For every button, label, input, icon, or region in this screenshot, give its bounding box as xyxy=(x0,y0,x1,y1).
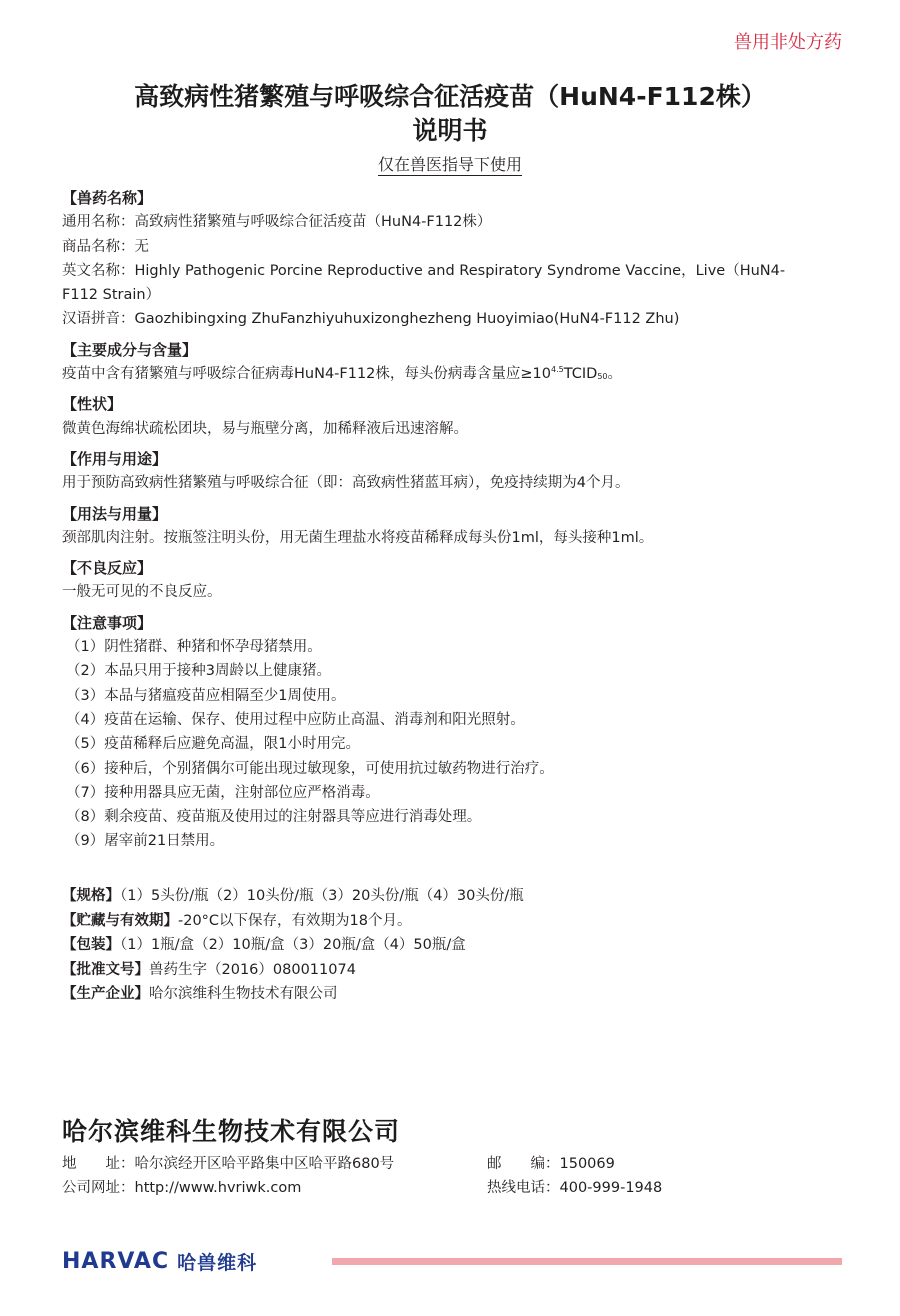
document-subtitle: 说明书 xyxy=(412,116,488,145)
usage-note-text: 仅在兽医指导下使用 xyxy=(377,155,522,174)
hotline-label: 热线电话： xyxy=(487,1180,560,1196)
spec-row-approval xyxy=(62,958,842,983)
section-heading-precautions: 【注意事项】 xyxy=(62,613,153,632)
adverse-text: 一般无可见的不良反应。 xyxy=(62,584,222,601)
list-item: （3）本品与猪瘟疫苗应相隔至少1周使用。 xyxy=(66,687,346,704)
spec-block xyxy=(62,884,842,1007)
logo-chinese: 哈兽维科 xyxy=(177,1251,258,1274)
english-name-line-2: F112 Strain） xyxy=(62,287,161,304)
spec-row-specification xyxy=(62,884,842,909)
list-item: （1）阴性猪群、种猪和怀孕母猪禁用。 xyxy=(66,639,322,656)
spec-row-storage xyxy=(62,909,842,934)
ingredients-text-c: 。 xyxy=(607,366,623,383)
harvac-logo xyxy=(62,1249,257,1273)
otc-badge: 兽用非处方药 xyxy=(734,32,842,53)
document-title: 高致病性猪繁殖与呼吸综合征活疫苗（HuN4-F112株） xyxy=(134,82,766,111)
trade-name: 商品名称：无 xyxy=(62,238,149,255)
hotline-value: 400-999-1948 xyxy=(559,1180,663,1196)
usage-note xyxy=(0,152,900,175)
ingredients-text-a: 疫苗中含有猪繁殖与呼吸综合征病毒HuN4-F112株，每头份病毒含量应≥10 xyxy=(62,366,552,383)
spec-value: 哈尔滨维科生物技术有限公司 xyxy=(149,986,338,1002)
spec-key: 【规格】 xyxy=(62,888,120,904)
website-row xyxy=(62,1176,394,1200)
generic-name: 通用名称：高致病性猪繁殖与呼吸综合征活疫苗（HuN4-F112株） xyxy=(62,214,492,231)
ingredients-exponent: 4.5 xyxy=(551,365,564,375)
list-item: （8）剩余疫苗、疫苗瓶及使用过的注射器具等应进行消毒处理。 xyxy=(66,809,482,826)
address-label: 地 址： xyxy=(62,1156,135,1172)
postcode-row xyxy=(487,1152,662,1176)
list-item: （9）屠宰前21日禁用。 xyxy=(66,833,225,850)
spec-value: 兽药生字（2016）080011074 xyxy=(149,961,356,978)
list-item: （7）接种用器具应无菌，注射部位应严格消毒。 xyxy=(66,784,380,801)
logo-english: HARVAC xyxy=(62,1248,170,1274)
contact-right xyxy=(487,1152,662,1200)
section-heading-function: 【作用与用途】 xyxy=(62,449,168,468)
list-item: （6）接种后，个别猪偶尔可能出现过敏现象，可使用抗过敏药物进行治疗。 xyxy=(66,760,554,777)
spec-value: （1）5头份/瓶（2）10头份/瓶（3）20头份/瓶（4）30头份/瓶 xyxy=(120,888,524,904)
address-row xyxy=(62,1152,394,1176)
spec-key: 【生产企业】 xyxy=(62,986,149,1002)
ingredients-text-b: TCID xyxy=(563,366,598,383)
spec-value: -20°C以下保存，有效期为18个月。 xyxy=(178,912,412,929)
section-heading-adverse: 【不良反应】 xyxy=(62,559,153,578)
ingredients-text xyxy=(62,362,842,386)
website-link[interactable]: http://www.hvriwk.com xyxy=(134,1180,302,1196)
section-heading-vet-name: 【兽药名称】 xyxy=(62,189,153,207)
spec-row-manufacturer xyxy=(62,982,842,1007)
postcode-value: 150069 xyxy=(559,1156,615,1172)
ingredients-subscript: 50 xyxy=(597,372,608,382)
section-heading-dosage: 【用法与用量】 xyxy=(62,504,168,523)
address-value: 哈尔滨经开区哈平路集中区哈平路680号 xyxy=(134,1156,395,1172)
dosage-text: 颈部肌肉注射。按瓶签注明头份，用无菌生理盐水将疫苗稀释成每头份1ml，每头接种1ml。 xyxy=(62,529,654,546)
company-name: 哈尔滨维科生物技术有限公司 xyxy=(62,1117,401,1146)
hotline-row xyxy=(487,1176,662,1200)
spec-key: 【批准文号】 xyxy=(62,961,149,978)
appearance-text: 微黄色海绵状疏松团块，易与瓶壁分离，加稀释液后迅速溶解。 xyxy=(62,420,468,437)
section-heading-ingredients: 【主要成分与含量】 xyxy=(62,340,198,359)
website-label: 公司网址： xyxy=(62,1180,135,1196)
pinyin-name: 汉语拼音：Gaozhibingxing ZhuFanzhiyuhuxizonghezheng Huoyimiao(HuN4-F112 Zhu) xyxy=(62,311,680,328)
function-text: 用于预防高致病性猪繁殖与呼吸综合征（即：高致病性猪蓝耳病），免疫持续期为4个月。 xyxy=(62,475,630,492)
section-heading-appearance: 【性状】 xyxy=(62,395,123,414)
spec-key: 【贮藏与有效期】 xyxy=(62,912,178,929)
spec-row-packaging xyxy=(62,933,842,958)
instruction-body xyxy=(62,186,842,854)
list-item: （2）本品只用于接种3周龄以上健康猪。 xyxy=(66,663,331,680)
list-item: （4）疫苗在运输、保存、使用过程中应防止高温、消毒剂和阳光照射。 xyxy=(66,711,525,728)
english-name-line-1: 英文名称：Highly Pathogenic Porcine Reproductive and Respiratory Syndrome Vaccine，Live（HuN4- xyxy=(62,262,786,279)
postcode-label: 邮 编： xyxy=(487,1156,560,1172)
footer-accent-bar xyxy=(332,1258,842,1265)
contact-left xyxy=(62,1152,394,1200)
spec-value: （1）1瓶/盒（2）10瓶/盒（3）20瓶/盒（4）50瓶/盒 xyxy=(120,937,466,953)
spec-key: 【包装】 xyxy=(62,937,120,953)
list-item: （5）疫苗稀释后应避免高温，限1小时用完。 xyxy=(66,736,360,753)
